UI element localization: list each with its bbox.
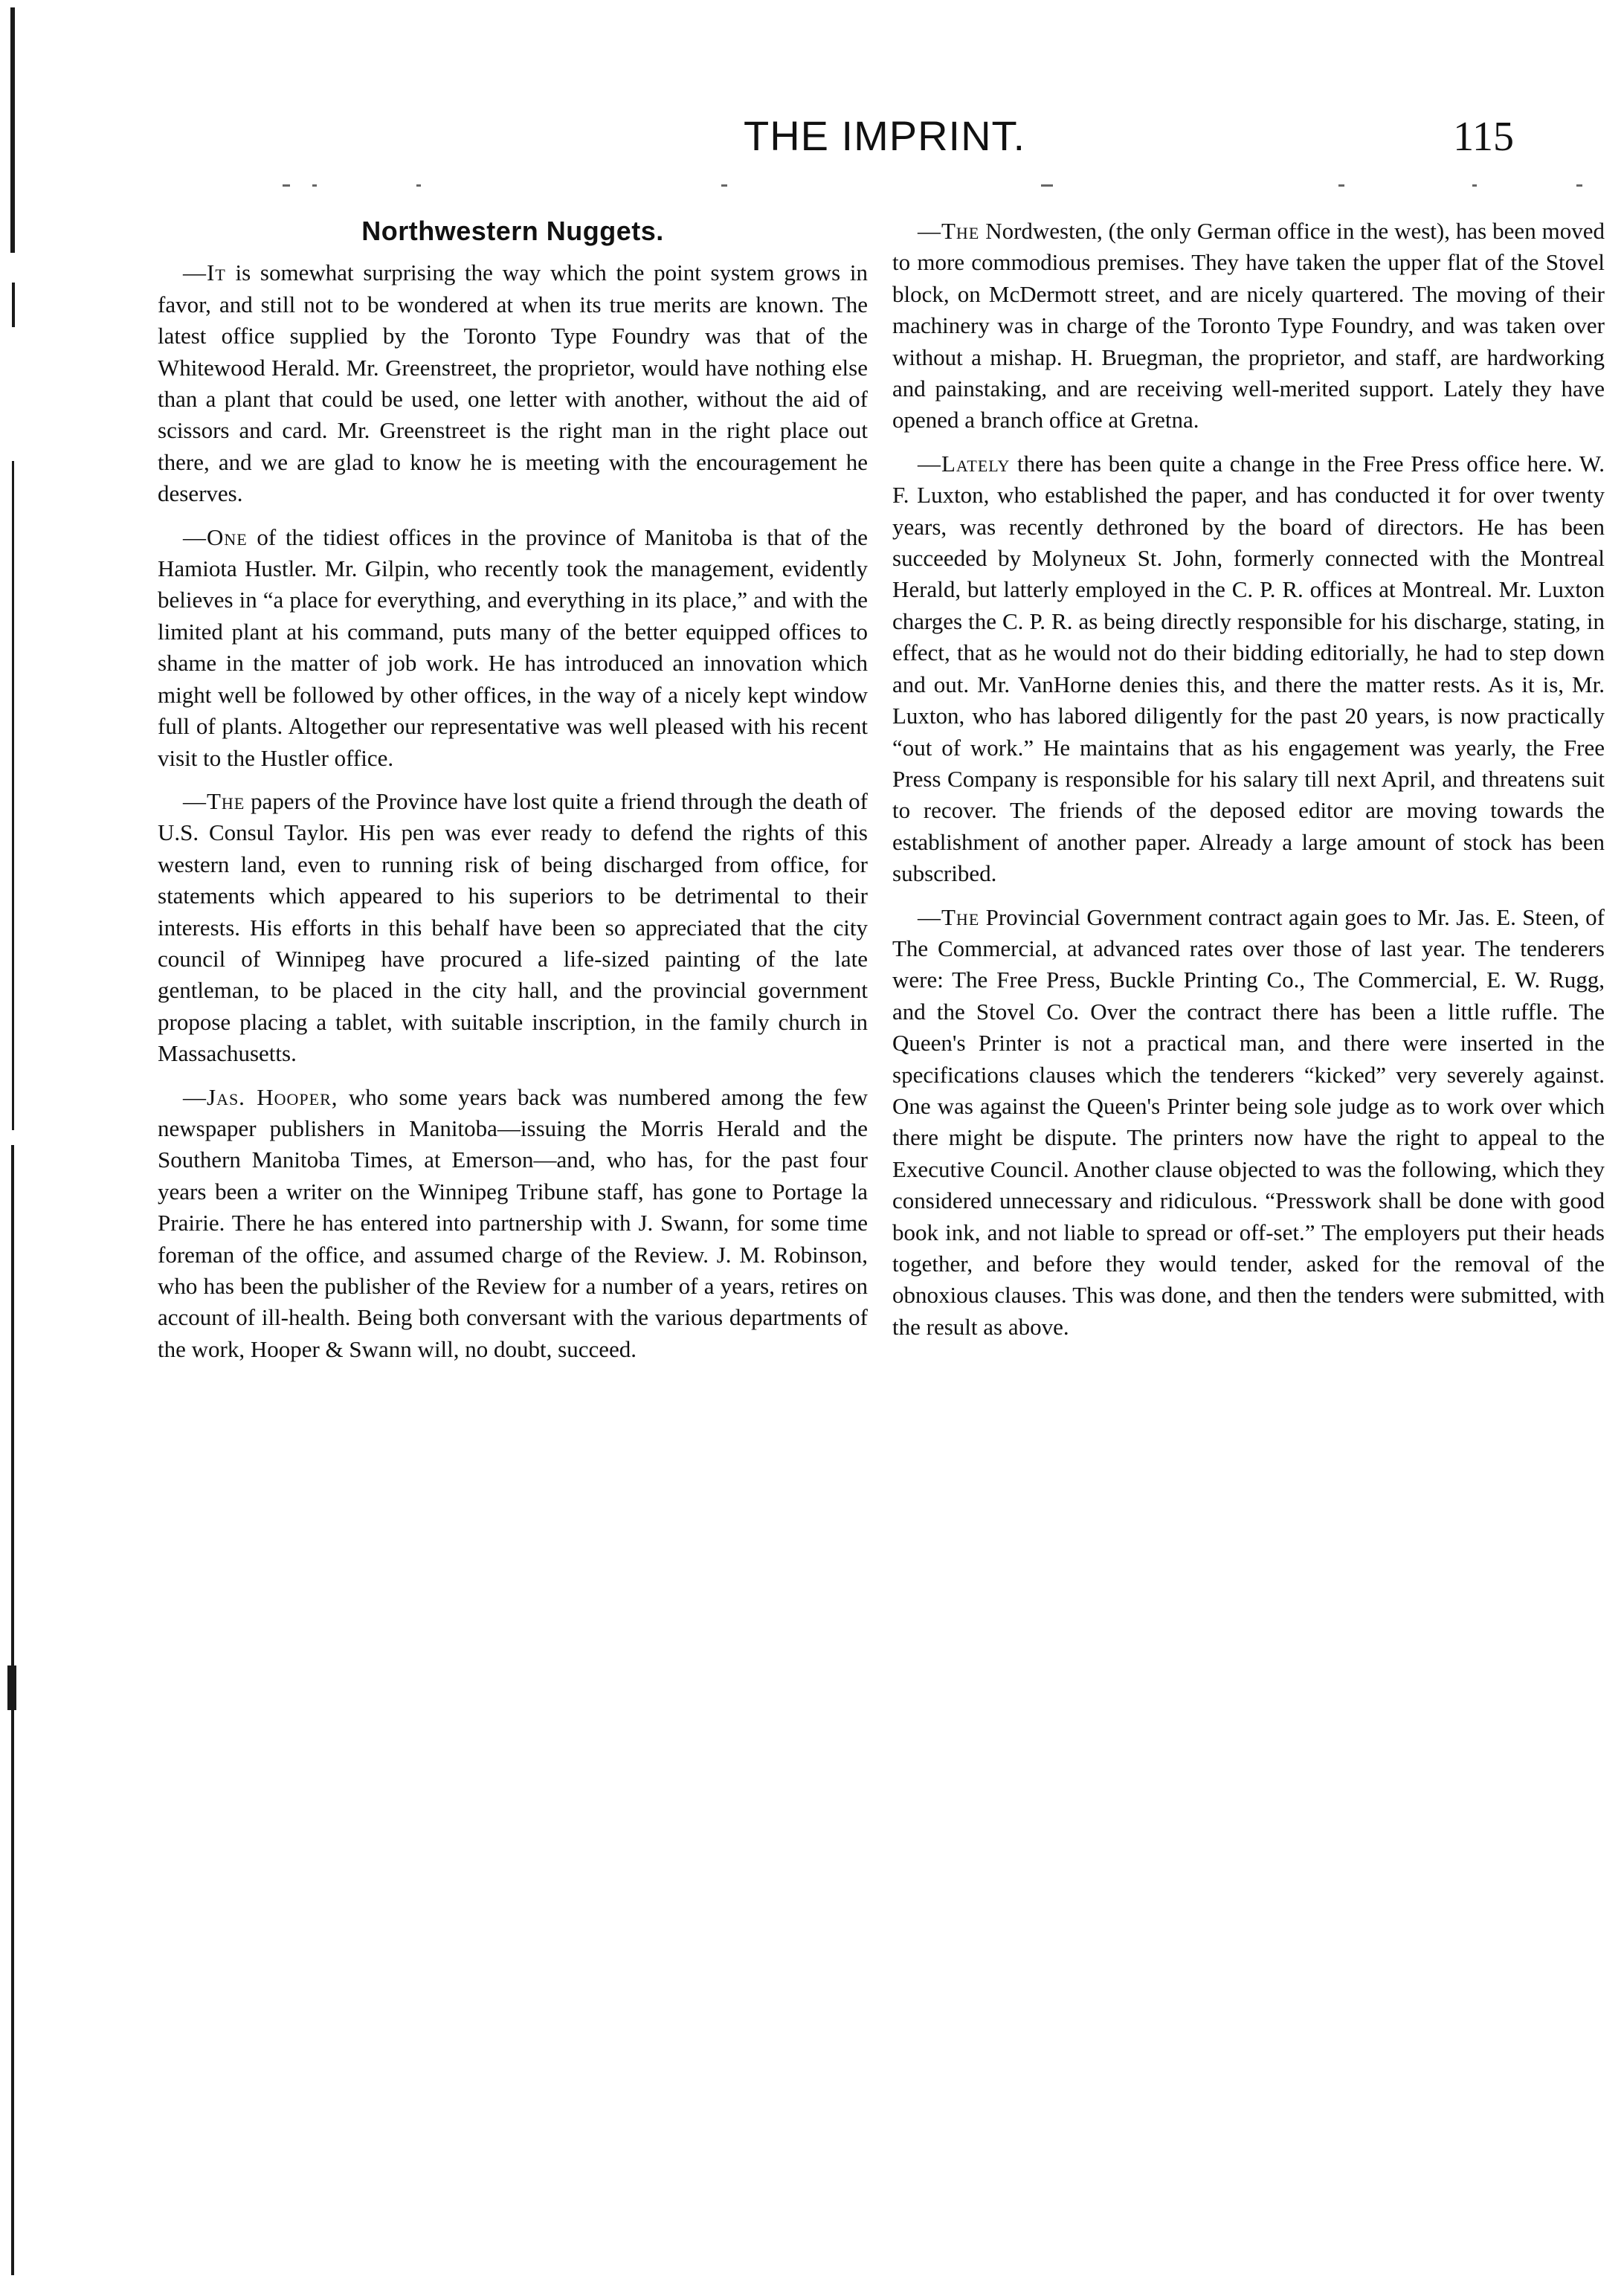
article-nordwesten [892,216,1605,436]
article-lead: —Lately [918,450,1011,477]
article-body: papers of the Province have lost quite a friend through the death of U.S. Consul Taylor. His pen was ever ready to defend the rights of this western land, even to running risk of being discharged from office, for statements which appeared to his superiors to be detrimental to their interests. His efforts in this behalf have been so appreciated that the city council of Winnipeg have procured a life-sized painting of the late gentleman, to be placed in the city hall, and the provincial government propose placing a tablet, with suitable inscription, in the family church in Massachusetts. [158,787,868,1067]
article-lead: —It [183,259,226,286]
article-lead: —The [183,787,245,814]
running-head-title: THE IMPRINT. [744,112,1026,159]
article-jas-hooper [158,1082,868,1366]
article-lead: —The [918,218,980,244]
article-hamiota-hustler [158,522,868,774]
article-body: is somewhat surprising the way which the point system grows in favor, and still not to be wondered at when its true merits are known. The latest office supplied by the Toronto Type Foundry was that of the Whitewood Herald. Mr. Greenstreet, the proprietor, would have nothing else than a plant that could be used, one letter with another, without the aid of scissors and card. Mr. Greenstreet is the right man in the right place out there, and we are glad to know he is meeting with the encouragement he deserves. [158,259,868,507]
article-body: of the tidiest offices in the province of Manitoba is that of the Hamiota Hustler. Mr. Gilpin, who recently took the management, evidently believes in “a place for everything, and everything in its place,” and with the limited plant at his command, puts many of the better equipped offices to shame in the matter of job work. He has introduced an innovation which might well be followed by other offices, in the way of a nicely kept window full of plants. Altogether our representative was well pleased with his recent visit to the Hustler office. [158,523,868,771]
left-column [158,216,868,1377]
article-free-press [892,448,1605,890]
section-title: Northwestern Nuggets. [361,216,664,246]
page-number: 115 [1453,114,1514,160]
article-body: Provincial Government contract again goes to Mr. Jas. E. Steen, of The Commercial, at advanced rates over those of last year. The tenderers were: The Free Press, Buckle Printing Co., The Commercial, E. W. Rugg, and the Stovel Co. Over the contract there has been a little ruffle. The Queen's Printer is not a practical man, and there were inserted in the specifications clauses which the tenderers “kicked” very severely against. One was against the Queen's Printer being sole judge as to work over which there might be dispute. The printers now have the right to appeal to the Executive Council. Another clause objected to was the following, which they considered unnecessary and ridiculous. “Presswork shall be done with good book ink, and not liable to spread or off-set.” The employers put their heads together, and before they would tender, asked for the removal of the obnoxious clauses. This was done, and then the tenders were submitted, with the result as above. [892,903,1605,1340]
article-lead: —The [918,903,980,930]
article-consul-taylor [158,786,868,1070]
article-point-system [158,257,868,509]
print-specks [283,184,1591,192]
right-column [892,216,1605,1355]
article-lead: —One [183,523,248,550]
binding-edge [0,0,30,2296]
article-lead: —Jas. Hooper, [183,1083,338,1110]
article-government-contract [892,902,1605,1344]
article-body: Nordwesten, (the only German office in the west), has been moved to more commodious premises. They have taken the upper flat of the Stovel block, on McDermott street, and are nicely quartered. The moving of their machinery was in charge of the Toronto Type Foundry, and was taken over without a mishap. H. Bruegman, the proprietor, and staff, are hardworking and painstaking, and are receiving well-merited support. Lately they have opened a branch office at Gretna. [892,218,1605,433]
article-body: who some years back was numbered among the few newspaper publishers in Manitoba—issuing the Morris Herald and the Southern Manitoba Times, at Emerson—and, who has, for the past four years been a writer on the Winnipeg Tribune staff, has gone to Portage la Prairie. There he has entered into partnership with J. Swann, for some time foreman of the office, and assumed charge of the Review. J. M. Robinson, who has been the publisher of the Review for a number of a years, retires on account of ill-health. Being both conversant with the various departments of the work, Hooper & Swann will, no doubt, succeed. [158,1083,868,1362]
article-body: there has been quite a change in the Free Press office here. W. F. Luxton, who established the paper, and has conducted it for over twenty years, was recently dethroned by the board of directors. He has been succeeded by Molyneux St. John, formerly connected with the Montreal Herald, but latterly employed in the C. P. R. offices at Montreal. Mr. Luxton charges the C. P. R. as being directly responsible for his discharge, stating, in effect, that as he would not do their bidding editorially, he had to step down and out. Mr. VanHorne denies this, and there the matter rests. As it is, Mr. Luxton, who has labored diligently for the past 20 years, is now practically “out of work.” He maintains that as his engagement was yearly, the Free Press Company is responsible for his salary till next April, and threatens suit to recover. The friends of the deposed editor are moving towards the establishment of another paper. Already a large amount of stock has been subscribed. [892,450,1605,887]
